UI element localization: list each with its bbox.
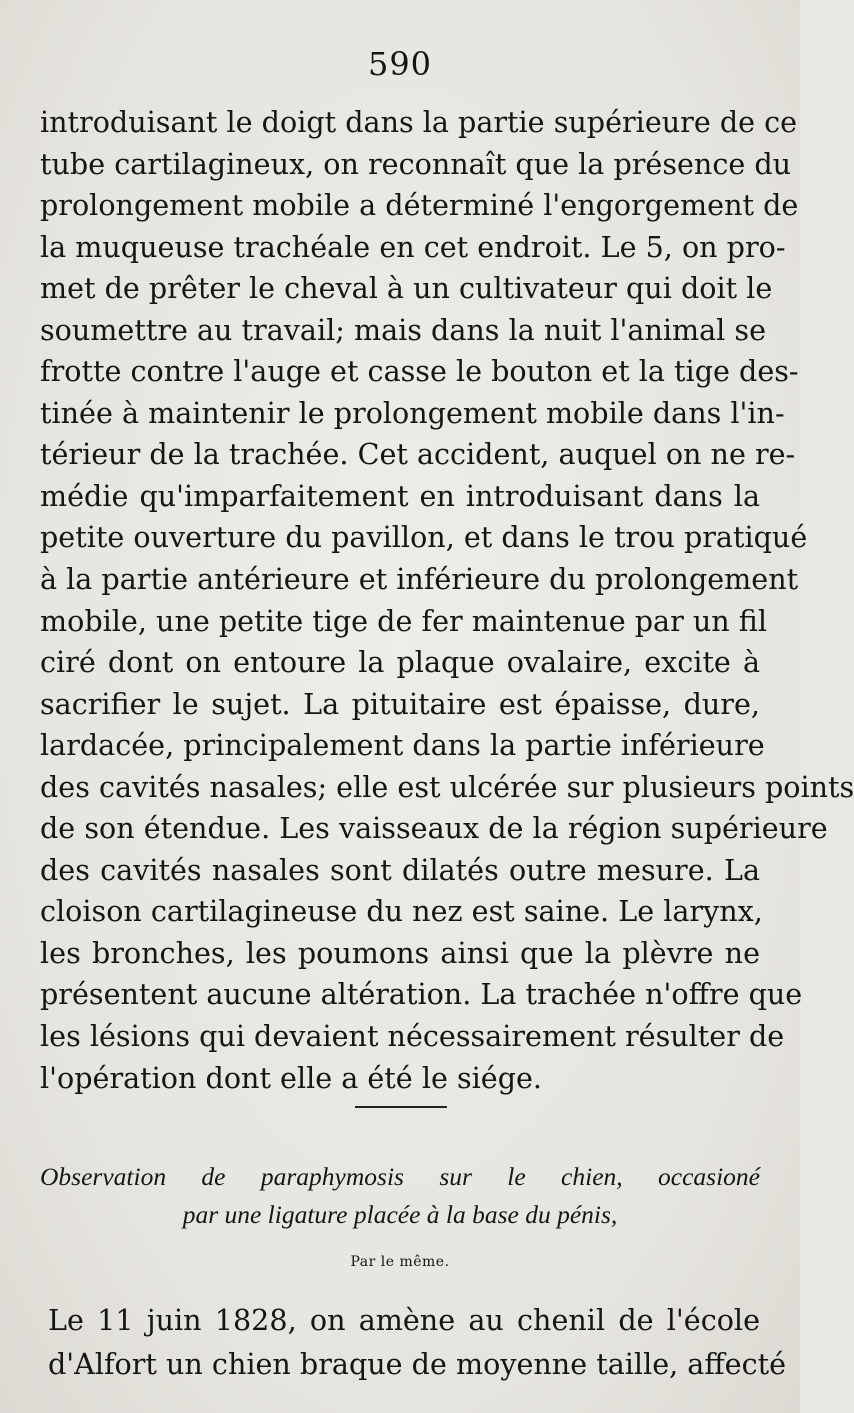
- page-number: 590: [367, 45, 433, 83]
- text-line: sacrifier le sujet. La pituitaire est épaisse, dure,: [40, 686, 760, 721]
- text-line: tinée à maintenir le prolongement mobile dans l'in-: [40, 395, 785, 430]
- text-line: térieur de la trachée. Cet accident, auquel on ne re-: [40, 437, 796, 472]
- section-title-line: par une ligature placée à la base du pénis,: [182, 1200, 618, 1229]
- text-line: soumettre au travail; mais dans la nuit l'animal se: [40, 312, 767, 347]
- byline: Par le même.: [350, 1254, 450, 1270]
- text-line: introduisant le doigt dans la partie supérieure de ce: [40, 105, 798, 139]
- text-line: médie qu'imparfaitement en introduisant dans la: [40, 478, 760, 513]
- text-line: la muqueuse trachéale en cet endroit. Le 5, on pro-: [40, 229, 786, 264]
- text-line: les lésions qui devaient nécessairement résulter de: [40, 1019, 785, 1054]
- text-line: Le 11 juin 1828, on amène au chenil de l'école: [48, 1303, 760, 1337]
- section-title-line: Observation de paraphymosis sur le chien, occasioné: [40, 1162, 760, 1191]
- text-line: cloison cartilagineuse du nez est saine. Le larynx,: [40, 894, 763, 929]
- text-line: ciré dont on entoure la plaque ovalaire, excite à: [40, 645, 760, 680]
- text-line: à la partie antérieure et inférieure du prolongement: [40, 562, 799, 597]
- text-line: prolongement mobile a déterminé l'engorgement de: [40, 188, 799, 223]
- text-line: lardacée, principalement dans la partie inférieure: [40, 728, 765, 763]
- paragraph-body: [40, 102, 854, 1099]
- text-line: petite ouverture du pavillon, et dans le trou pratiqué: [40, 520, 808, 555]
- text-line: d'Alfort un chien braque de moyenne taille, affecté: [48, 1347, 787, 1381]
- section-divider: [355, 1106, 447, 1108]
- text-line: de son étendue. Les vaisseaux de la région supérieure: [40, 811, 828, 846]
- text-line: l'opération dont elle a été le siége.: [40, 1060, 543, 1095]
- text-line: frotte contre l'auge et casse le bouton et la tige des-: [40, 354, 799, 389]
- closing-paragraph: [48, 1298, 787, 1386]
- text-line: présentent aucune altération. La trachée n'offre que: [40, 977, 803, 1012]
- text-line: tube cartilagineux, on reconnaît que la présence du: [40, 146, 792, 181]
- text-line: les bronches, les poumons ainsi que la plèvre ne: [40, 935, 760, 970]
- section-title: [40, 1158, 760, 1234]
- text-line: mobile, une petite tige de fer maintenue par un fil: [40, 603, 767, 638]
- text-line: des cavités nasales; elle est ulcérée sur plusieurs points: [40, 769, 854, 804]
- text-line: des cavités nasales sont dilatés outre mesure. La: [40, 852, 760, 887]
- text-line: met de prêter le cheval à un cultivateur qui doit le: [40, 271, 773, 306]
